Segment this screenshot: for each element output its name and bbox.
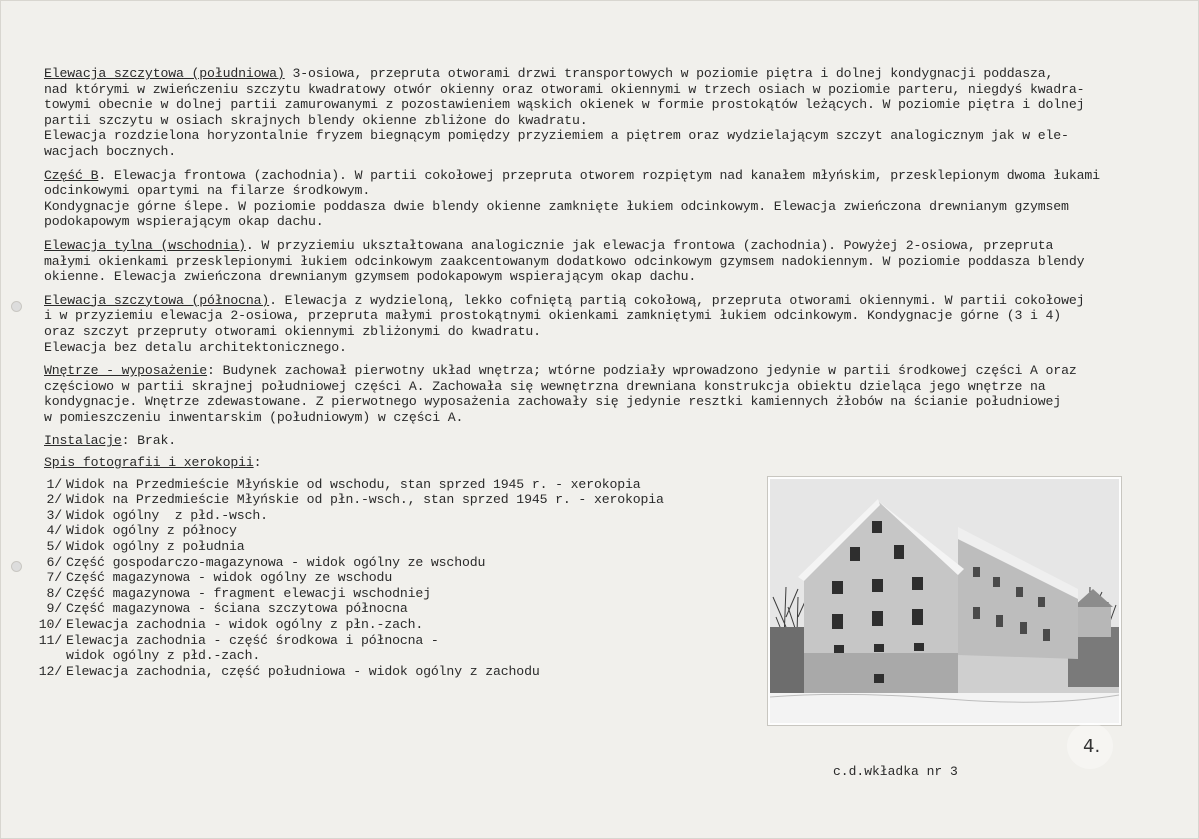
paragraph-heading: Elewacja szczytowa (południowa) [44,66,285,81]
paragraph-interior [44,363,1154,425]
list-item: 3/ Widok ogólny z płd.-wsch. [46,507,268,523]
insert-reference: c.d.wkładka nr 3 [833,764,958,779]
paragraph-part-b [44,168,1154,230]
building-photo [767,476,1122,726]
paragraph-heading: Elewacja szczytowa (północna) [44,292,270,308]
paragraph-installations [44,433,1154,449]
photo-list-heading-suffix: : [253,455,262,471]
list-item: 7/ Część magazynowa - widok ogólny ze wschodu [46,570,393,586]
paragraph-north-gable [44,293,1154,355]
list-item: 2/ Widok na Przedmieście Młyńskie od płn.-wsch., stan sprzed 1945 r. - xerokopia [46,492,664,508]
list-item: 6/ Część gospodarczo-magazynowa - widok ogólny ze wschodu [46,554,486,570]
punch-hole [11,301,22,312]
page-number: 4. [1083,736,1101,757]
list-item: 4/ Widok ogólny z północy [46,523,237,539]
installations-value: : Brak. [121,433,176,449]
punch-hole [11,561,22,572]
list-item: 11/ Elewacja zachodnia - część środkowa i północna - widok ogólny z płd.-zach. [38,632,439,664]
list-item: 5/ Widok ogólny z południa [46,539,245,555]
paragraph-south-gable [44,66,1154,160]
paragraph-rear-elevation [44,238,1154,285]
list-item: 1/ Widok na Przedmieście Młyńskie od wschodu, stan sprzed 1945 r. - xerokopia [46,476,641,492]
paragraph-text: . W przyziemiu ukształtowana analogicznie jak elewacja frontowa (zachodnia). Powyżej 2-osiowa, przepruta małymi okienkami przesklepionymi łukiem odcinkowym zaakcentowanym dodatkowo odcinkowym gzymsem nadokiennym. W poziomie poddasza blendy okienne. Elewacja zwieńczona drewnianym gzymsem podokapowym wspierającym okap dachu. [44,237,1085,285]
mill-building-image [768,477,1121,725]
list-item: 9/ Część magazynowa - ściana szczytowa północna [46,601,408,617]
paragraph-heading: Część B [44,167,99,183]
list-item: 10/ Elewacja zachodnia - widok ogólny z płn.-zach. [38,617,424,632]
paragraph-heading: Wnętrze - wyposażenie [44,363,208,379]
paragraph-text: . Elewacja frontowa (zachodnia). W partii cokołowej przepruta otworem rozpiętym nad kanałem młyńskim, przesklepionym dwoma łukami odcinkowymi opartymi na filarze środkowym. Kondygnacje górne ślepe. W poziomie poddasza dwie blendy okienne zamknięte łukiem odcinkowym. Elewacja zwieńczona drewnianym gzymsem podokapowym wspierającym okap dachu. [44,167,1100,230]
photo-list-heading: Spis fotografii i xerokopii [44,455,254,471]
installations-heading: Instalacje [44,433,122,449]
list-item: 12/ Elewacja zachodnia, część południowa - widok ogólny z zachodu [38,663,540,679]
list-item: 8/ Część magazynowa - fragment elewacji wschodniej [46,585,431,601]
paragraph-text: : Budynek zachował pierwotny układ wnętrza; wtórne podziały wprowadzono jedynie w partii środkowej części A oraz częściowo w partii skrajnej południowej części A. Zachowała się wewnętrzna drewniana konstrukcja obiektu dzieląca jego wnętrze na kondygnacje. Wnętrze zdewastowane. Z pierwotnego wyposażenia zachowały się jedynie resztki kamiennych żłobów na ścianie południowej w pomieszczeniu inwentarskim (południowym) w części A. [44,363,1077,425]
paragraph-text: . Elewacja z wydzieloną, lekko cofniętą partią cokołową, przepruta otworami okiennymi. W partii cokołowej i w przyziemiu elewacja 2-osiowa, przepruta małymi prostokątnymi okienkami zamkniętymi łukiem odcinkowym. Kondygnacje górne (3 i 4) oraz szczyt przepruty otworami okiennymi zbliżonymi do kwadratu. Elewacja bez detalu architektonicznego. [44,292,1085,355]
paragraph-heading: Elewacja tylna (wschodnia) [44,237,246,253]
photo-list-title [44,455,1154,471]
paragraph-text: 3-osiowa, przepruta otworami drzwi transportowych w poziomie piętra i dolnej kondygnacji poddasza, nad którymi w zwieńczeniu szczytu kwadratowy otwór okienny oraz otworami okiennymi w trzech osiach w poziomie parteru, niegdyś kwadra- towymi obecnie w dolnej partii zamurowanymi z pozostawieniem wąskich okienek w formie prostokątów leżących. W poziomie piętra i dolnej partii szczytu w osiach skrajnych blendy okienne zbliżone do kwadratu. Elewacja rozdzielona horyzontalnie fryzem biegnącym pomiędzy przyziemiem a piętrem oraz wydzielającym szczyt analogicznym jak w ele- wacjach bocznych. [44,66,1085,159]
